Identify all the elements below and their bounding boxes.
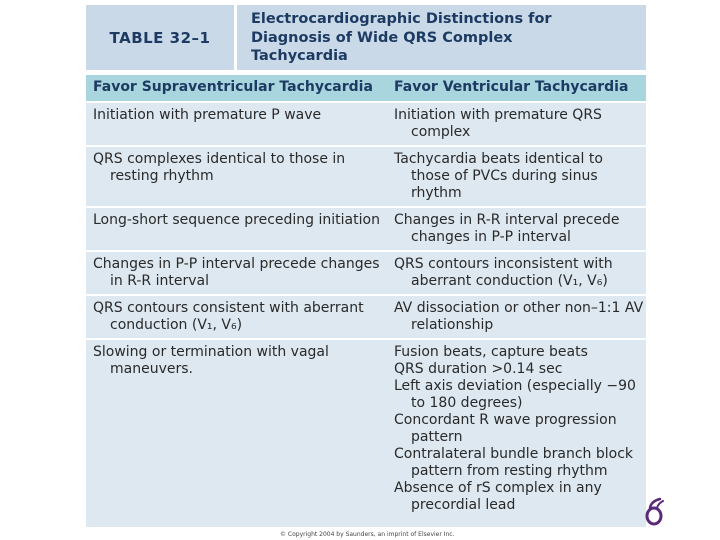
criterion-text: AV dissociation or other non–1:1 AV relationship [394, 300, 644, 333]
table-title-line: Diagnosis of Wide QRS Complex [251, 29, 513, 46]
criterion-text: QRS contours consistent with aberrant conduction (V₁, V₆) [93, 300, 364, 333]
table-label-box [86, 5, 234, 70]
header-divider [234, 5, 237, 70]
criterion-text: Long-short sequence preceding initiation [93, 212, 380, 228]
cell-supraventricular [93, 107, 383, 124]
column-header-row [86, 75, 646, 101]
criterion-text: QRS complexes identical to those in resting rhythm [93, 151, 346, 184]
table-row [86, 101, 646, 145]
criterion-text: Initiation with premature P wave [93, 107, 322, 123]
criterion-text: Changes in P-P interval precede changes in R-R interval [93, 256, 380, 289]
criterion-text: Slowing or termination with vagal maneuvers. [93, 344, 329, 377]
ecg-distinctions-table [86, 5, 646, 527]
table-row [86, 145, 646, 206]
cell-ventricular [394, 212, 644, 246]
cell-supraventricular [93, 256, 383, 290]
cell-supraventricular [93, 300, 383, 334]
criterion-text: Absence of rS complex in any precordial lead [394, 480, 602, 513]
table-row [86, 338, 646, 527]
criterion-text: Tachycardia beats identical to those of PVCs during sinus rhythm [394, 151, 603, 201]
cell-supraventricular [93, 212, 383, 229]
cell-ventricular [394, 300, 644, 334]
table-row [86, 250, 646, 294]
table-title-line: Electrocardiographic Distinctions for [251, 11, 552, 27]
table-title [251, 10, 641, 66]
cell-ventricular [394, 344, 644, 514]
criterion-text: QRS duration >0.14 sec [394, 361, 563, 377]
criterion-text: Left axis deviation (especially −90 to 180 degrees) [394, 378, 636, 411]
table-header [86, 5, 646, 70]
cell-ventricular [394, 107, 644, 141]
criterion-text: QRS contours inconsistent with aberrant conduction (V₁, V₆) [394, 256, 613, 289]
cell-supraventricular [93, 151, 383, 185]
criterion-text: Initiation with premature QRS complex [394, 107, 602, 140]
criterion-text: Contralateral bundle branch block pattern from resting rhythm [394, 446, 634, 479]
table-label: TABLE 32–1 [109, 28, 211, 47]
column-header-supraventricular: Favor Supraventricular Tachycardia [93, 79, 373, 95]
cell-supraventricular [93, 344, 383, 378]
table-row [86, 206, 646, 250]
criterion-text: Concordant R wave progression pattern [394, 412, 617, 445]
column-header-ventricular: Favor Ventricular Tachycardia [394, 79, 629, 95]
table-title-line: Tachycardia [251, 48, 348, 64]
criterion-text: Fusion beats, capture beats [394, 344, 588, 360]
cell-ventricular [394, 256, 644, 290]
criterion-text: Changes in R-R interval precede changes in P-P interval [394, 212, 620, 245]
table-row [86, 294, 646, 338]
publisher-logo-icon [642, 497, 666, 527]
cell-ventricular [394, 151, 644, 202]
copyright-notice: © Copyright 2004 by Saunders, an imprint of Elsevier Inc. [280, 531, 455, 538]
